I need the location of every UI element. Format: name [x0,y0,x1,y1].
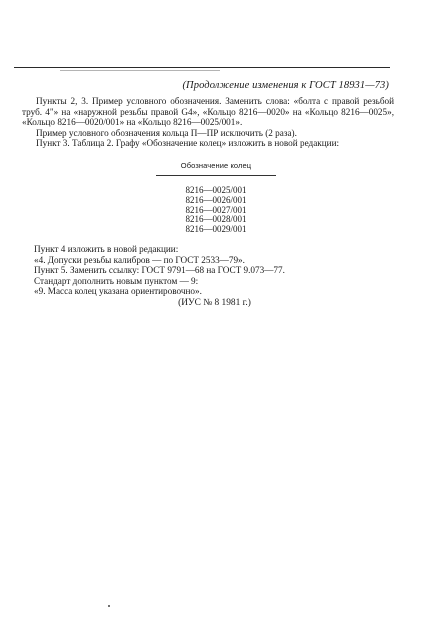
table-header-rule [156,175,276,176]
page-speck [108,605,110,607]
rings-designation-table [156,161,276,235]
table-header: Обозначение колец [180,161,252,170]
paragraph-example-removed: Пример условного обозначения кольца П—ПР исключить (2 раза). [36,127,297,138]
amendment-text [22,96,394,149]
paragraph-items-2-3: Пункты 2, 3. Пример условного обозначения. Заменить слова: «болта с правой резьбой труб. 4"» на «наружной резьбы правой G4», «Кольцо 8216—0020» на «Кольцо 8216—0025», «Кольцо 8216—0020/001» на «Кольцо 8216—0025/001». [22,96,394,128]
top-rule [14,67,390,68]
table-row: 8216—0027/001 [185,204,247,215]
paragraph-item-5: Пункт 5. Заменить ссылку: ГОСТ 9791—68 на ГОСТ 9.073—77. [34,265,285,276]
table-row: 8216—0028/001 [185,214,247,225]
paragraph-add-item-9: Стандарт дополнить новым пунктом — 9: [34,275,199,286]
ius-reference: (ИУС № 8 1981 г.) [178,298,251,308]
paragraph-item-4: Пункт 4 изложить в новой редакции: [34,244,179,254]
paragraph-item-9-text: «9. Масса колец указана ориентировочно». [34,286,202,297]
paragraph-table-2: Пункт 3. Таблица 2. Графу «Обозначение колец» изложить в новой редакции: [36,138,340,149]
table-row: 8216—0025/001 [185,185,247,195]
continuation-header: (Продолжение изменения к ГОСТ 18931—73) [182,80,389,91]
table-values [156,186,276,235]
table-row: 8216—0026/001 [185,194,247,205]
paragraph-item-4-text: «4. Допуски резьбы калибров — по ГОСТ 2533—79». [34,254,245,265]
table-row: 8216—0029/001 [185,224,247,235]
top-rule-shadow [60,70,220,71]
amendment-text-continued [34,244,394,297]
